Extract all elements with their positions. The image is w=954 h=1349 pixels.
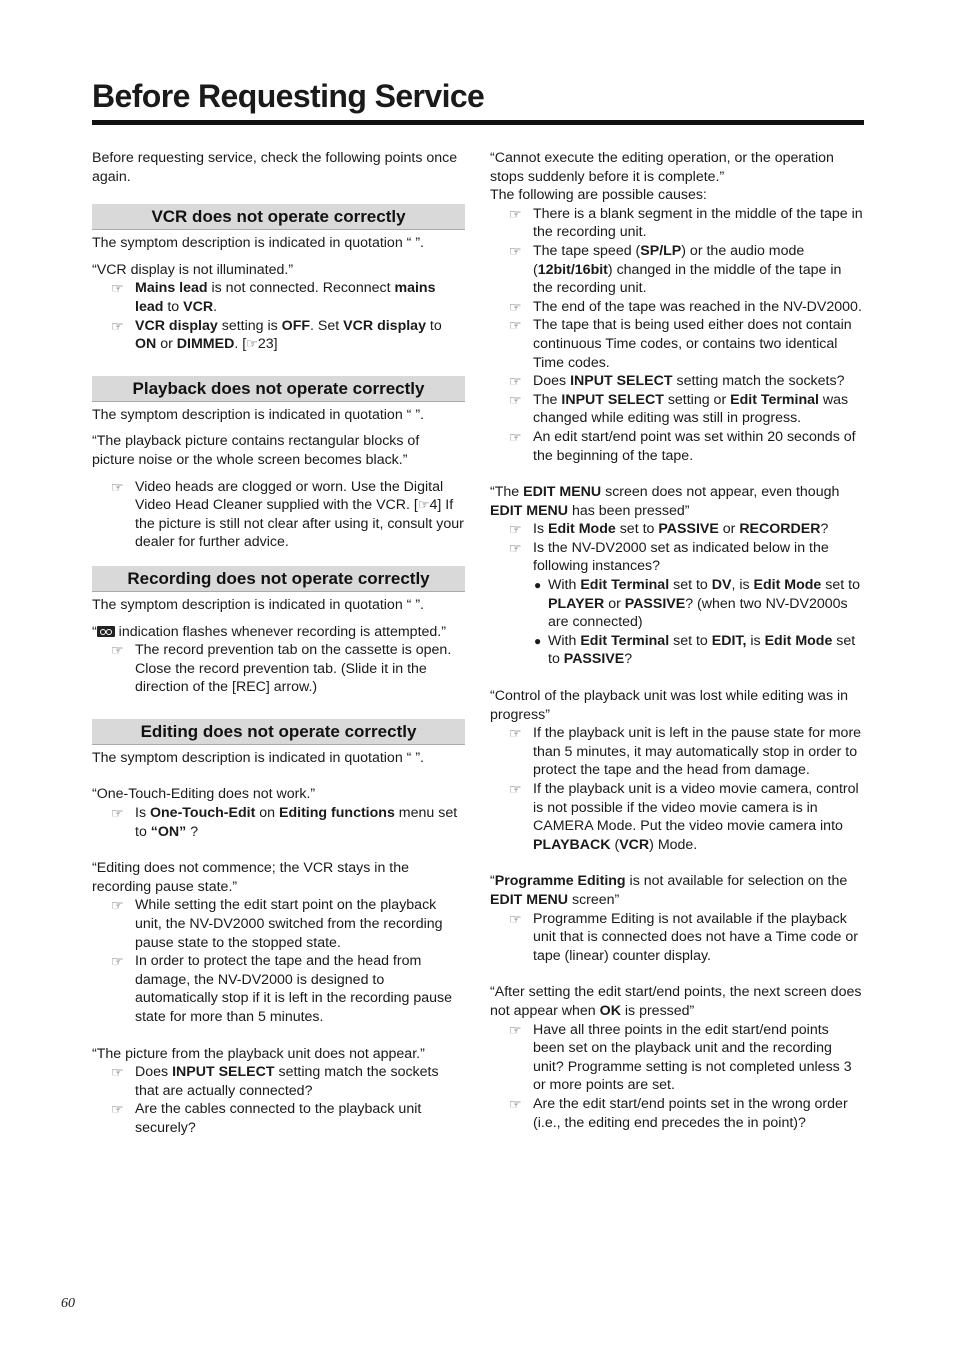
check-item: ☞ Are the cables connected to the playback unit securely?: [111, 1101, 422, 1136]
check-item: ☞ Does INPUT SELECT setting match the sockets?: [509, 373, 845, 390]
check-item: ☞ An edit start/end point was set within 20 seconds of the beginning of the tape.: [509, 428, 856, 464]
check-item: ☞ The tape that is being used either does not contain continuous Time codes, or contains two identical Time codes.: [509, 317, 852, 371]
page-title: Before Requesting Service: [92, 78, 485, 114]
intro-text: Before requesting service, check the following points once again.: [92, 150, 458, 185]
pointing-hand-icon: ☞: [509, 205, 522, 222]
pointing-hand-icon: ☞: [509, 242, 522, 259]
check-item: ☞ If the playback unit is a video movie camera, control is not possible if the video movie camera is in CAMERA Mode. Put the video movie camera into PLAYBACK (VCR) Mode.: [509, 781, 859, 853]
bullet-item: ● With Edit Terminal set to DV, is Edit Mode set to PLAYER or PASSIVE? (when two NV-DV2000s are connected): [534, 577, 860, 631]
check-item: ☞ VCR display setting is OFF. Set VCR display to ON or DIMMED. [☞23]: [111, 317, 442, 353]
check-item: ☞ The record prevention tab on the cassette is open. Close the record prevention tab. (Slide it in the direction of the [REC] arrow.): [111, 642, 452, 696]
symptom-quote: “The picture from the playback unit does not appear.”: [92, 1045, 425, 1062]
symptom-note: The symptom description is indicated in quotation “ ”.: [92, 406, 424, 423]
pointing-hand-icon: ☞: [111, 953, 124, 970]
check-item: ☞ Have all three points in the edit start/end points been set on the playback unit and the recording unit? Programme setting is not completed unless 3 or more points are set.: [509, 1021, 852, 1094]
check-item: ☞ Are the edit start/end points set in the wrong order (i.e., the editing end precedes the in point)?: [509, 1095, 848, 1131]
symptom-quote: “Cannot execute the editing operation, or the operation stops suddenly before it is complete.”: [490, 150, 834, 185]
pointing-hand-icon: ☞: [509, 781, 522, 797]
symptom-quote: “After setting the edit start/end points, the next screen does not appear when OK is pressed”: [490, 984, 862, 1019]
symptom-quote: “The EDIT MENU screen does not appear, even though EDIT MENU has been pressed”: [490, 484, 840, 519]
pointing-hand-icon: ☞: [509, 1021, 522, 1038]
pointing-hand-icon: ☞: [111, 317, 124, 334]
pointing-hand-icon: ☞: [509, 521, 522, 538]
pointing-hand-icon: ☞: [111, 642, 124, 659]
title-rule: [92, 120, 864, 125]
pointing-hand-icon: ☞: [509, 910, 522, 927]
check-item: ☞ While setting the edit start point on the playback unit, the NV-DV2000 switched from the recording pause state to the stopped state.: [111, 897, 443, 951]
pointing-hand-icon: ☞: [509, 539, 522, 556]
check-item: ☞ In order to protect the tape and the head from damage, the NV-DV2000 is designed to automatically stop if it is left in the recording pause state for more than 5 minutes.: [111, 953, 453, 1025]
left-column: [92, 149, 465, 1138]
pointing-hand-icon: ☞: [111, 478, 124, 495]
pointing-hand-icon: ☞: [509, 391, 522, 408]
symptom-note: The symptom description is indicated in quotation “ ”.: [92, 596, 424, 613]
page-reference-icon: ☞: [246, 336, 258, 352]
check-item: ☞ There is a blank segment in the middle of the tape in the recording unit.: [509, 205, 863, 241]
symptom-quote: “ indication flashes whenever recording is attempted.”: [92, 623, 446, 640]
bullet-dot-icon: ●: [534, 578, 542, 593]
pointing-hand-icon: ☞: [111, 1101, 124, 1118]
section-heading-playback: Playback does not operate correctly: [92, 376, 465, 402]
check-item: ☞ Is Edit Mode set to PASSIVE or RECORDER?: [509, 521, 829, 538]
causes-intro: The following are possible causes:: [490, 187, 707, 204]
check-item: ☞ Is the NV-DV2000 set as indicated below in the following instances?: [509, 539, 829, 575]
pointing-hand-icon: ☞: [509, 725, 522, 742]
symptom-quote: “Editing does not commence; the VCR stays in the recording pause state.”: [92, 860, 410, 895]
pointing-hand-icon: ☞: [509, 317, 522, 334]
check-item: ☞ The INPUT SELECT setting or Edit Terminal was changed while editing was still in progress.: [509, 391, 849, 427]
pointing-hand-icon: ☞: [509, 373, 522, 390]
pointing-hand-icon: ☞: [111, 897, 124, 914]
check-item: ☞ The end of the tape was reached in the NV-DV2000.: [509, 298, 862, 315]
symptom-quote: “Programme Editing is not available for selection on the EDIT MENU screen”: [490, 873, 848, 908]
pointing-hand-icon: ☞: [509, 428, 522, 445]
pointing-hand-icon: ☞: [111, 280, 124, 297]
check-item: ☞ The tape speed (SP/LP) or the audio mode (12bit/16bit) changed in the middle of the tape in the recording unit.: [509, 242, 842, 297]
check-item: ☞ If the playback unit is left in the pause state for more than 5 minutes, it may automatically stop in order to protect the tape and the head from damage.: [509, 725, 862, 779]
symptom-note: The symptom description is indicated in quotation “ ”.: [92, 235, 424, 252]
section-heading-vcr: VCR does not operate correctly: [92, 204, 465, 230]
bullet-item: ● With Edit Terminal set to EDIT, is Edit Mode set to PASSIVE?: [534, 632, 856, 668]
right-column: [490, 149, 864, 1132]
check-item: ☞ Is One-Touch-Edit on Editing functions menu set to “ON” ?: [111, 805, 458, 840]
symptom-note: The symptom description is indicated in quotation “ ”.: [92, 749, 424, 766]
symptom-quote: “One-Touch-Editing does not work.”: [92, 786, 316, 803]
check-item: ☞ Does INPUT SELECT setting match the sockets that are actually connected?: [111, 1064, 439, 1099]
symptom-quote: “VCR display is not illuminated.”: [92, 261, 294, 278]
check-item: ☞ Video heads are clogged or worn. Use the Digital Video Head Cleaner supplied with the VCR. [☞4] If the picture is still not clear after using it, consult your dealer for further advice.: [111, 478, 464, 551]
page-number: 60: [61, 1296, 75, 1311]
check-item: ☞ Programme Editing is not available if the playback unit that is connected does not have a Time code or tape (linear) counter display.: [509, 910, 858, 964]
pointing-hand-icon: ☞: [509, 1095, 522, 1112]
pointing-hand-icon: ☞: [111, 805, 124, 822]
check-item: ☞ Mains lead is not connected. Reconnect mains lead to VCR.: [111, 280, 436, 315]
symptom-quote: “The playback picture contains rectangular blocks of picture noise or the whole screen becomes black.”: [92, 433, 420, 468]
pointing-hand-icon: ☞: [111, 1064, 124, 1081]
page-reference-icon: ☞: [417, 497, 430, 513]
bullet-dot-icon: ●: [534, 633, 542, 648]
pointing-hand-icon: ☞: [509, 298, 522, 315]
section-heading-recording: Recording does not operate correctly: [92, 566, 465, 592]
section-heading-editing: Editing does not operate correctly: [92, 719, 465, 745]
cassette-tape-icon: [97, 626, 115, 637]
symptom-quote: “Control of the playback unit was lost while editing was in progress”: [490, 688, 849, 723]
